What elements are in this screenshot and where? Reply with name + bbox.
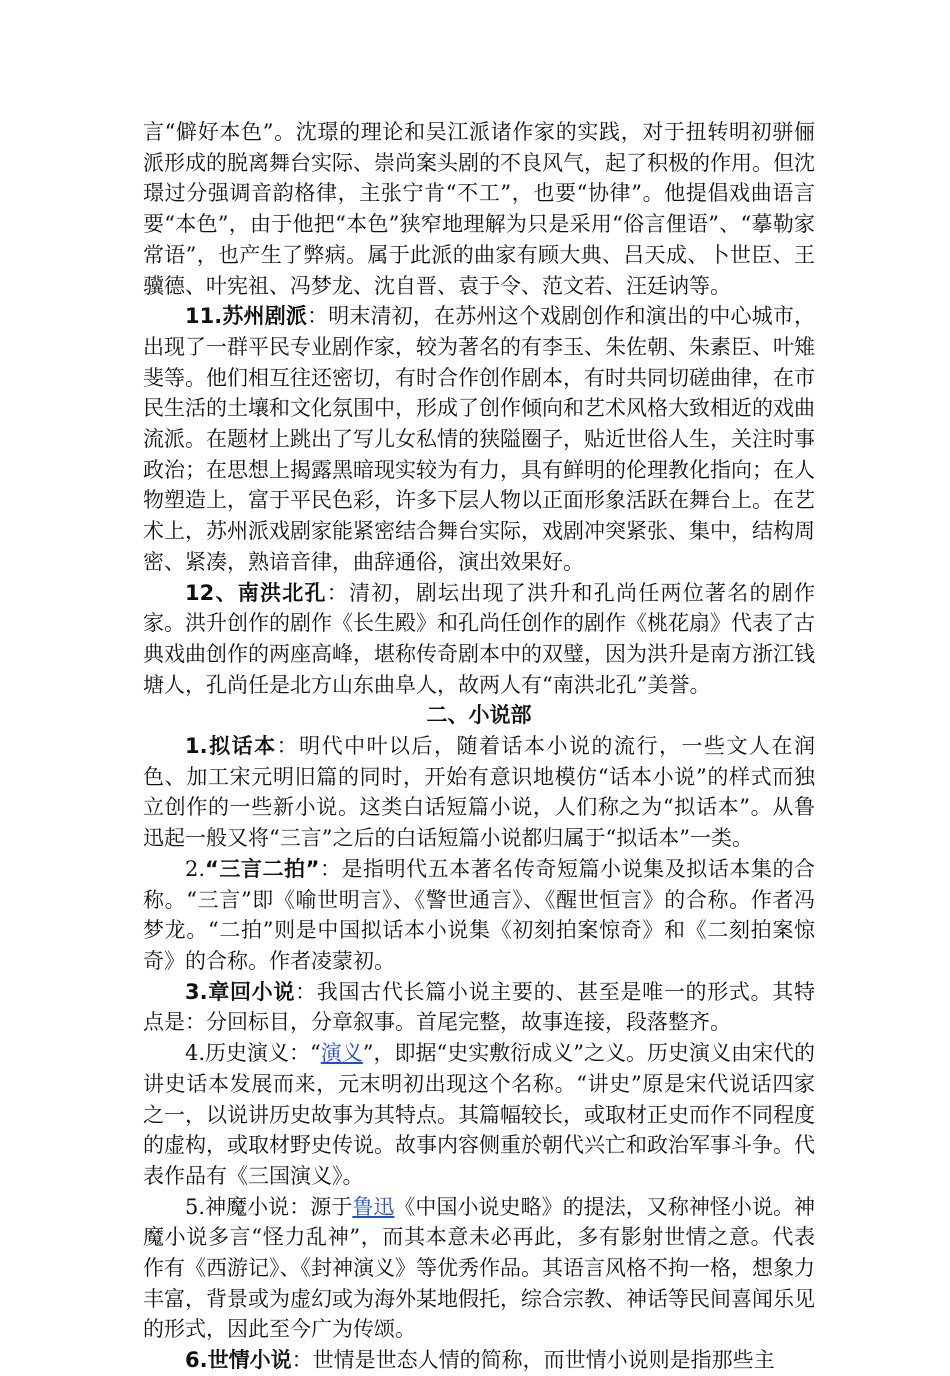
term-suzhou-school: 11.苏州剧派 <box>185 304 308 329</box>
link-yanyi[interactable]: 演义 <box>320 1041 363 1066</box>
paragraph-zhanghui-novel <box>143 977 815 1038</box>
paragraph-historical-romance <box>143 1038 815 1192</box>
paragraph-shenmo-novel <box>143 1192 815 1346</box>
item-number: 2. <box>185 856 206 881</box>
document-page <box>143 117 815 1376</box>
paragraph-text: ：是指明代五本著名传奇短篇小说集及拟话本集的合称。“三言”即《喻世明言》、《警世通言》、《醒世恒言》的合称。作者冯梦龙。“二拍”则是中国拟话本小说集《初刻拍案惊奇》和《二刻拍案惊奇》的合称。作者凌蒙初。 <box>143 856 815 973</box>
paragraph-nanhong-beikong <box>143 578 815 701</box>
paragraph-text: ：清初，剧坛出现了洪升和孔尚任两位著名的剧作家。洪升创作的剧作《长生殿》和孔尚任创作的剧作《桃花扇》代表了古典戏曲创作的两座高峰，堪称传奇剧本中的双璧，因为洪升是南方浙江钱塘人，孔尚任是北方山东曲阜人，故两人有“南洪北孔”美誉。 <box>143 580 815 697</box>
paragraph-nihuaben <box>143 731 815 854</box>
term-sanyan-erpai: “三言二拍” <box>205 856 320 881</box>
term-nihuaben: 1.拟话本 <box>185 734 277 759</box>
paragraph-text: ：世情是世态人情的简称，而世情小说则是指那些主 <box>291 1348 775 1373</box>
paragraph-wujiang-continued: 言“僻好本色”。沈璟的理论和吴江派诸作家的实践，对于扭转明初骈俪派形成的脱离舞台实际、崇尚案头剧的不良风气，起了积极的作用。但沈璟过分强调音韵格律，主张宁肯“不工”，也要“协律”。他提倡戏曲语言要“本色”，由于他把“本色”狭窄地理解为只是采用“俗言俚语”、“摹勒家常语”，也产生了弊病。属于此派的曲家有顾大典、吕天成、卜世臣、王骥德、叶宪祖、冯梦龙、沈自晋、袁于令、范文若、汪廷讷等。 <box>143 120 815 298</box>
term-zhanghui-novel: 3.章回小说 <box>185 979 296 1004</box>
paragraph-text: ”，即据“史实敷衍成义”之义。历史演义由宋代的讲史话本发展而来，元末明初出现这个名称。“讲史”原是宋代说话四家之一，以说讲历史故事为其特点。其篇幅较长，或取材正史而作不同程度的虚构，或取材野史传说。故事内容侧重於朝代兴亡和政治军事斗争。代表作品有《三国演义》。 <box>143 1041 815 1188</box>
paragraph-text: 《中国小说史略》的提法，又称神怪小说。神魔小说多言“怪力乱神”，而其本意未必再此，多有影射世情之意。代表作有《西游记》、《封神演义》等优秀作品。其语言风格不拘一格，想象力丰富，背景或为虚幻或为海外某地假托，综合宗教、神话等民间喜闻乐见的形式，因此至今广为传颂。 <box>143 1194 816 1342</box>
paragraph-lead: 5.神魔小说：源于 <box>185 1194 353 1219</box>
term-nanhong-beikong: 12、南洪北孔 <box>185 580 327 605</box>
term-shiqing-novel: 6.世情小说 <box>185 1348 292 1373</box>
paragraph-lead: 4.历史演义：“ <box>185 1041 321 1066</box>
paragraph-shiqing-novel <box>143 1345 815 1376</box>
paragraph-text: ：我国古代长篇小说主要的、甚至是唯一的形式。其特点是：分回标目，分章叙事。首尾完整，故事连接，段落整齐。 <box>143 979 816 1035</box>
paragraph-sanyan-erpai <box>143 854 815 977</box>
link-luxun[interactable]: 鲁迅 <box>352 1194 395 1219</box>
section-heading-fiction: 二、小说部 <box>426 703 532 728</box>
paragraph-text: ：明末清初，在苏州这个戏剧创作和演出的中心城市，出现了一群平民专业剧作家，较为著名的有李玉、朱佐朝、朱素臣、叶雉斐等。他们相互往还密切，有时合作创作剧本，有时共同切磋曲律，在市民生活的土壤和文化氛围中，形成了创作倾向和艺术风格大致相近的戏曲流派。在题材上跳出了写儿女私情的狭隘圈子，贴近世俗人生，关注时事政治；在思想上揭露黑暗现实较为有力，具有鲜明的伦理教化指向；在人物塑造上，富于平民色彩，许多下层人物以正面形象活跃在舞台上。在艺术上，苏州派戏剧家能紧密结合舞台实际，戏剧冲突紧张、集中，结构周密、紧凑，熟谙音律，曲辞通俗，演出效果好。 <box>143 304 816 574</box>
paragraph-text: ：明代中叶以后，随着话本小说的流行，一些文人在润色、加工宋元明旧篇的同时，开始有意识地模仿“话本小说”的样式而独立创作的一些新小说。这类白话短篇小说，人们称之为“拟话本”。从鲁迅起一般又将“三言”之后的白话短篇小说都归属于“拟话本”一类。 <box>143 734 815 851</box>
paragraph-suzhou-school <box>143 301 815 577</box>
